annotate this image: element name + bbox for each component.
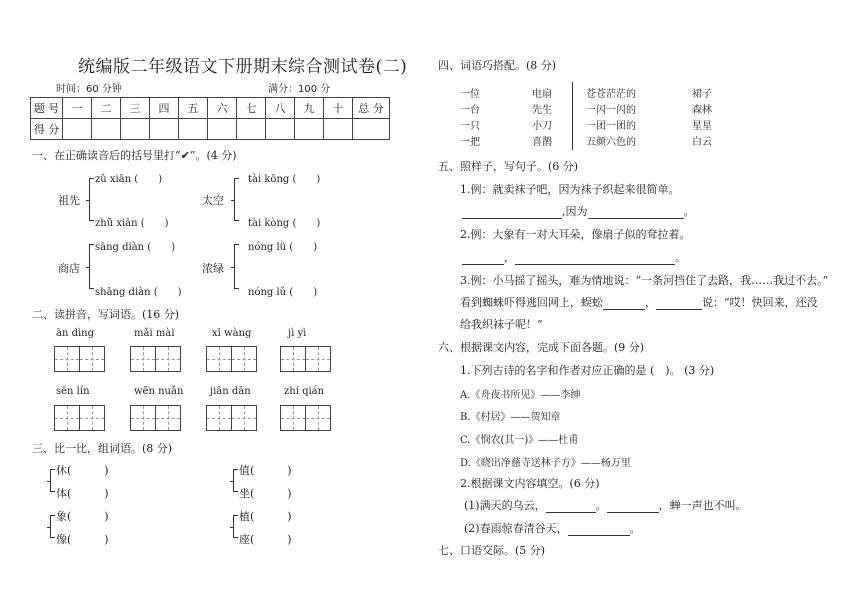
q4-item[interactable]: 一只 <box>460 121 480 132</box>
q6-fill-2[interactable]: (2)春雨惊春清谷天， 。 <box>464 522 641 535</box>
q3-word[interactable]: 植( ) <box>239 510 292 523</box>
score-header-cell: 二 <box>92 98 121 119</box>
answer-blank[interactable] <box>462 264 504 265</box>
score-input-cell[interactable] <box>179 119 208 140</box>
q3-brace <box>50 515 51 538</box>
q3-word[interactable]: 座( ) <box>239 533 292 546</box>
q2-heading: 二、读拼音，写词语。(16 分) <box>32 308 180 321</box>
score-header-cell: 五 <box>179 98 208 119</box>
writing-grid[interactable] <box>54 405 104 431</box>
q5-answer-2[interactable]: ， 。 <box>462 249 686 265</box>
q1-word: 浓绿 <box>202 262 224 275</box>
q3-brace <box>233 515 234 538</box>
q5-example-3-end: 给我织袜子呢！” <box>460 318 543 331</box>
q4-item[interactable]: 星星 <box>692 121 712 132</box>
q1-brace <box>89 178 90 221</box>
q4-item[interactable]: 一团一团的 <box>586 121 636 132</box>
q3-word[interactable]: 值( ) <box>239 464 292 477</box>
score-input-cell[interactable] <box>92 119 121 140</box>
answer-blank[interactable] <box>568 535 630 536</box>
q1-option[interactable]: shāng diàn ( ) <box>95 287 182 298</box>
q5-example-1: 1.例：就卖袜子吧，因为袜子织起来很简单。 <box>460 183 680 196</box>
q1-option[interactable]: tài kòng ( ) <box>248 218 321 229</box>
score-header-cell: 九 <box>295 98 324 119</box>
q1-option[interactable]: nóng lǜ ( ) <box>248 242 318 253</box>
score-input-cell[interactable] <box>353 119 390 140</box>
writing-grid[interactable] <box>54 346 104 372</box>
score-table-score-row <box>31 119 390 140</box>
q3-word[interactable]: 坐( ) <box>239 487 292 500</box>
q3-brace <box>233 469 234 492</box>
q2-pinyin: mǎi mài <box>134 328 175 339</box>
score-header-cell: 一 <box>63 98 92 119</box>
score-input-cell[interactable] <box>150 119 179 140</box>
score-header-cell: 四 <box>150 98 179 119</box>
q2-pinyin: jì yì <box>288 328 307 339</box>
q4-item[interactable]: 喜鹊 <box>532 137 552 148</box>
score-header-cell: 八 <box>266 98 295 119</box>
time-label: 时间：60 分钟 <box>56 84 122 95</box>
q3-word[interactable]: 象( ) <box>56 510 109 523</box>
q1-option[interactable]: zhǔ xiān ( ) <box>95 218 169 229</box>
q4-item[interactable]: 森林 <box>692 105 712 116</box>
q2-pinyin: sēn lín <box>56 386 90 397</box>
score-header-cell: 题 号 <box>31 98 63 119</box>
q4-item[interactable]: 一闪一闪的 <box>586 105 636 116</box>
score-table-header-row <box>31 98 390 119</box>
score-header-cell: 七 <box>237 98 266 119</box>
q5-answer-1[interactable]: ,因为 。 <box>462 203 695 219</box>
q6-sub1: 1.下列古诗的名字和作者对应正确的是 ( )。 (3 分) <box>460 364 715 377</box>
page-title: 统编版二年级语文下册期末综合测试卷(二) <box>78 57 408 77</box>
q1-brace <box>89 244 90 289</box>
score-input-cell[interactable] <box>237 119 266 140</box>
q3-word[interactable]: 像( ) <box>56 533 109 546</box>
q7-heading: 七、口语交际。(5 分) <box>438 544 546 557</box>
q1-word: 祖先 <box>58 194 80 207</box>
q4-heading: 四、词语巧搭配。(8 分) <box>438 59 557 72</box>
answer-blank[interactable] <box>607 512 659 513</box>
writing-grid[interactable] <box>130 346 180 372</box>
q1-brace <box>234 178 235 221</box>
q6-heading: 六、根据课文内容，完成下面各题。(9 分) <box>438 341 645 354</box>
answer-blank[interactable] <box>656 309 702 310</box>
score-input-cell[interactable] <box>121 119 150 140</box>
score-header-cell: 三 <box>121 98 150 119</box>
q4-divider <box>572 82 573 150</box>
score-input-cell[interactable] <box>324 119 353 140</box>
writing-grid[interactable] <box>206 405 256 431</box>
q6-option-a[interactable]: A.《舟夜书所见》——李绅 <box>460 390 581 401</box>
q4-item[interactable]: 白云 <box>692 137 712 148</box>
q5-heading: 五、照样子，写句子。(6 分) <box>438 160 579 173</box>
q6-option-c[interactable]: C.《悯农(其一)》——杜甫 <box>460 435 579 446</box>
q3-word[interactable]: 休( ) <box>56 464 109 477</box>
score-header-cell: 六 <box>208 98 237 119</box>
q1-option[interactable]: nóng lǔ ( ) <box>248 287 318 298</box>
q3-brace <box>50 469 51 492</box>
q2-pinyin: zhí qián <box>284 386 325 397</box>
q4-item[interactable]: 先生 <box>532 105 552 116</box>
q6-fill-1[interactable]: (1)满天的乌云， 。 ，蝉一声也不叫。 <box>464 499 747 512</box>
q1-option[interactable]: zǔ xiān ( ) <box>95 174 163 185</box>
writing-grid[interactable] <box>130 405 180 431</box>
q3-word[interactable]: 体( ) <box>56 487 109 500</box>
answer-blank[interactable] <box>462 218 562 219</box>
score-label: 满分：100 分 <box>268 84 331 95</box>
score-input-cell[interactable] <box>266 119 295 140</box>
q1-brace <box>234 244 235 289</box>
q4-item[interactable]: 一把 <box>460 137 480 148</box>
q4-item[interactable]: 一台 <box>460 105 480 116</box>
q2-pinyin: ān dìng <box>56 328 95 339</box>
q4-item[interactable]: 裙子 <box>692 89 712 100</box>
score-input-cell[interactable] <box>208 119 237 140</box>
q6-option-b[interactable]: B.《村居》——贺知章 <box>460 412 561 423</box>
writing-grid[interactable] <box>280 405 330 431</box>
answer-blank[interactable] <box>588 218 684 219</box>
score-table <box>30 97 390 140</box>
q6-sub2: 2.根据课文内容填空。(6 分) <box>460 477 600 490</box>
q5-example-3: 3.例：小马摇了摇头，难为情地说：“一条河挡住了去路，我……我过不去。” <box>460 274 829 287</box>
q5-answer-1-connector: ,因为 <box>562 205 588 218</box>
q1-option[interactable]: sāng diàn ( ) <box>95 242 176 253</box>
q4-item[interactable]: 五颜六色的 <box>586 137 636 148</box>
writing-grid[interactable] <box>206 346 256 372</box>
answer-blank[interactable] <box>603 309 645 310</box>
q2-pinyin: jiān dān <box>210 386 251 397</box>
q1-option[interactable]: tài kōng ( ) <box>248 174 321 185</box>
score-input-cell[interactable] <box>63 119 92 140</box>
q4-item[interactable]: 苍苍茫茫的 <box>586 89 636 100</box>
q2-pinyin: wēn nuǎn <box>134 386 184 397</box>
q1-word: 太空 <box>202 194 224 207</box>
answer-blank[interactable] <box>515 264 675 265</box>
q5-example-2: 2.例：大象有一对大耳朵，像扇子似的耷拉着。 <box>460 228 691 241</box>
q3-heading: 三、比一比，组词语。(8 分) <box>32 442 173 455</box>
writing-grid[interactable] <box>280 346 330 372</box>
q4-item[interactable]: 一位 <box>460 89 480 100</box>
score-header-cell: 十 <box>324 98 353 119</box>
q4-item[interactable]: 小刀 <box>532 121 552 132</box>
score-header-cell: 总 分 <box>353 98 390 119</box>
q4-item[interactable]: 电扇 <box>532 89 552 100</box>
q2-pinyin: xī wàng <box>212 328 252 339</box>
q6-option-d[interactable]: D.《晓出净慈寺送林子方》——杨万里 <box>460 458 631 469</box>
score-row-label: 得 分 <box>31 119 63 140</box>
q5-answer-3[interactable]: 看到蜘蛛吓得逃回网上，蜈蚣 ， 说：“哎！快回来，还没 <box>460 296 818 309</box>
score-input-cell[interactable] <box>295 119 324 140</box>
q1-word: 商店 <box>58 262 80 275</box>
answer-blank[interactable] <box>546 512 596 513</box>
q1-heading: 一、在正确读音后的括号里打“✔”。(4 分) <box>32 149 237 162</box>
